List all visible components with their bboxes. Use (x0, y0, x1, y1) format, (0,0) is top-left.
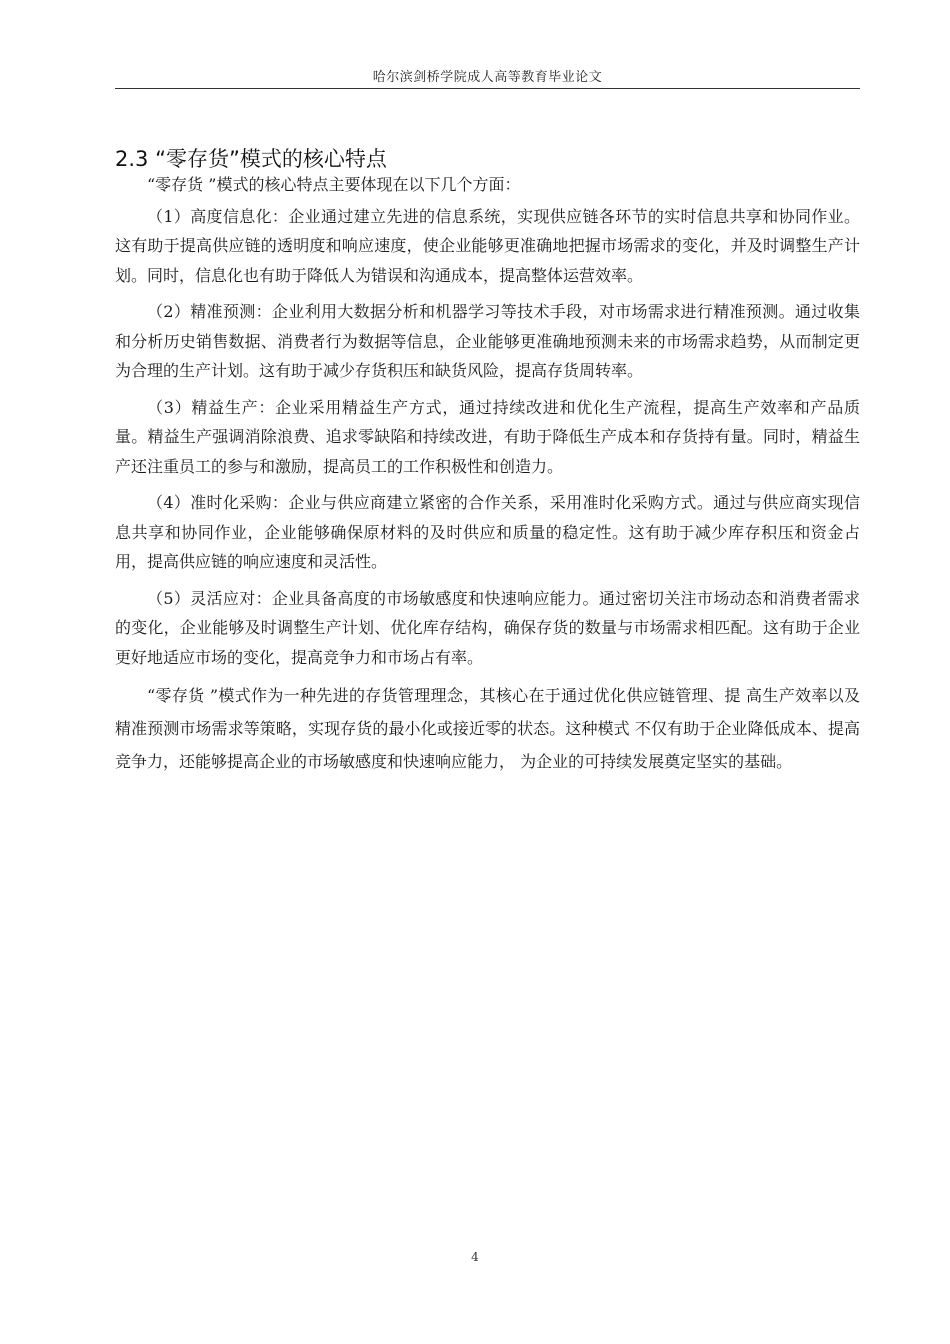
paragraph-information: （1）高度信息化：企业通过建立先进的信息系统，实现供应链各环节的实时信息共享和协同作业。这有助于提高供应链的透明度和响应速度，使企业能够更准确地把握市场需求的变化，并及时调整生产计划。同时，信息化也有助于降低人为错误和沟通成本，提高整体运营效率。 (115, 206, 860, 285)
body-text (115, 170, 860, 785)
intro-paragraph: “零存货 ”模式的核心特点主要体现在以下几个方面： (147, 175, 521, 194)
running-header: 哈尔滨剑桥学院成人高等教育毕业论文 (372, 70, 603, 85)
conclusion-paragraph: “零存货 ”模式作为一种先进的存货管理理念，其核心在于通过优化供应链管理、提 高生产效率以及精准预测市场需求等策略，实现存货的最小化或接近零的状态。这种模式 不仅有助于企业降低成本、提高竞争力，还能够提高企业的市场敏感度和快速响应能力， 为企业的可持续发展奠定坚实的基础。 (115, 686, 860, 771)
header-divider (115, 88, 860, 89)
section-heading: 2.3 “零存货”模式的核心特点 (115, 147, 387, 172)
paragraph-jit-procurement: （4）准时化采购：企业与供应商建立紧密的合作关系，采用准时化采购方式。通过与供应商实现信息共享和协同作业，企业能够确保原材料的及时供应和质量的稳定性。这有助于减少库存积压和资金占用，提高供应链的响应速度和灵活性。 (115, 493, 860, 571)
paragraph-lean-production: （3）精益生产：企业采用精益生产方式，通过持续改进和优化生产流程，提高生产效率和产品质量。精益生产强调消除浪费、追求零缺陷和持续改进，有助于降低生产成本和存货持有量。同时，精益生产还注重员工的参与和激励，提高员工的工作积极性和创造力。 (115, 397, 860, 476)
paragraph-forecasting: （2）精准预测：企业利用大数据分析和机器学习等技术手段，对市场需求进行精准预测。通过收集和分析历史销售数据、消费者行为数据等信息，企业能够更准确地预测未来的市场需求趋势，从而制定更为合理的生产计划。这有助于减少存货积压和缺货风险，提高存货周转率。 (115, 302, 860, 380)
page-number: 4 (471, 1250, 479, 1264)
paragraph-flexible-response: （5）灵活应对：企业具备高度的市场敏感度和快速响应能力。通过密切关注市场动态和消费者需求的变化，企业能够及时调整生产计划、优化库存结构，确保存货的数量与市场需求相匹配。这有助于企业更好地适应市场的变化，提高竞争力和市场占有率。 (115, 588, 860, 667)
